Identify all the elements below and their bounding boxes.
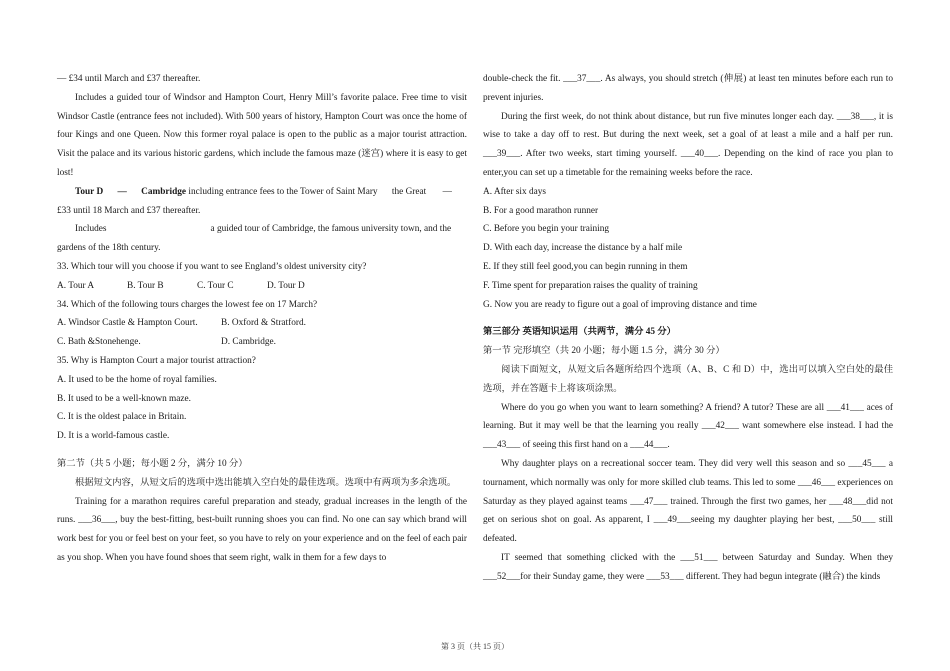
part-3-title: 第三部分 英语知识运用（共两节，满分 45 分） <box>483 327 676 338</box>
question-35: 35. Why is Hampton Court a major tourist attraction? <box>57 355 256 366</box>
tour-d-gardens: gardens of the 18th century. <box>57 243 161 254</box>
cloze-paragraph-2: Why daughter plays on a recreational soccer team. They did very well this season and so ___45___ a tournament, which normally was only for more skilled club teams. This led to some ___46___ experiences on Saturday as they played against teams ___47___ trained. Through the first two games, her ___48___did not get on serious shot on goal. As apparent, I ___49___seeing my daughter playing her best, ___50___ still defeated. <box>483 458 893 545</box>
option-g: G. Now you are ready to figure out a goal of improving distance and time <box>483 299 757 310</box>
question-35-option-c: C. It is the oldest palace in Britain. <box>57 412 187 423</box>
question-33: 33. Which tour will you choose if you want to see England’s oldest university city? <box>57 261 367 272</box>
section-2-title: 第二节（共 5 小题；每小题 2 分，满分 10 分） <box>57 458 248 469</box>
marathon-passage: Training for a marathon requires careful preparation and steady, gradual increases in the length of the runs. ___36___, buy the best-fitting, best-built running shoes you can find. No one can say which brand will work best for you or feel best on your feet, so you have to rely on your experience and on the feel of each pair as you shop. When you have found shoes that seem right, walk in them for a few days to <box>57 496 467 563</box>
section-1-instructions: 阅读下面短文，从短文后各题所给四个选项（A、B、C 和 D）中，选出可以填入空白处的最佳选项，并在答题卡上将该项涂黑。 <box>483 364 893 394</box>
option-e: E. If they still feel good,you can begin running in them <box>483 261 688 272</box>
cloze-paragraph-3: IT seemed that something clicked with the ___51___ between Saturday and Sunday. When they ___52___for their Sunday game, they were ___53___ different. They had begun integrate (融合) the kinds <box>483 552 893 582</box>
question-33-options: A. Tour A B. Tour B C. Tour C D. Tour D <box>57 280 305 291</box>
question-35-option-b: B. It used to be a well-known maze. <box>57 393 191 404</box>
left-column <box>57 70 467 568</box>
cloze-paragraph-1: Where do you go when you want to learn something? A friend? A tutor? These are all ___41___ aces of learning. But it may well be that the learning you really ___42___ want somewhere else instead. I had the ___43___ of seeing this first hand on a ___44___. <box>483 402 893 451</box>
page-number: 第 3 页（共 15 页） <box>441 642 509 651</box>
tour-d-includes: Includes a guided tour of Cambridge, the famous university town, and the <box>75 224 452 235</box>
option-d: D. With each day, increase the distance by a half mile <box>483 243 683 254</box>
option-b: B. For a good marathon runner <box>483 205 599 216</box>
passage-continued: double-check the fit. ___37___. As always, you should stretch (伸展) at least ten minutes before each run to prevent injuries. <box>483 74 893 103</box>
question-34-options-cd: C. Bath &Stonehenge. D. Cambridge. <box>57 337 276 348</box>
option-c: C. Before you begin your training <box>483 224 609 235</box>
passage-paragraph-2: During the first week, do not think about distance, but run five minutes longer each day. ___38___, it is wise to take a day off to rest. But during the next week, set a goal of at least a mile and a half per run. ___39___. After two weeks, start timing yourself. ___40___. Depending on the kind of race you plan to enter,you can set up a timetable for the remaining weeks before the race. <box>483 111 893 178</box>
question-35-option-a: A. It used to be the home of royal families. <box>57 374 217 385</box>
tour-d-heading: Tour D — Cambridge including entrance fees to the Tower of Saint Mary the Great — <box>75 186 452 197</box>
tour-c-price: — £34 until March and £37 thereafter. <box>57 74 201 84</box>
tour-c-description: Includes a guided tour of Windsor and Hampton Court, Henry Mill’s favorite palace. Free time to visit Windsor Castle (entrance fees not included). With 500 years of history, Hampton Court was once the home of four Kings and one Queen. Now this former royal palace is open to the public as a major tourist attraction. Visit the palace and its various historic gardens, which include the famous maze (迷宫) where it is easy to get lost! <box>57 92 467 178</box>
right-column <box>483 70 893 587</box>
section-1-title: 第一节 完形填空（共 20 小题；每小题 1.5 分，满分 30 分） <box>483 346 725 357</box>
section-2-instructions: 根据短文内容，从短文后的选项中选出能填入空白处的最佳选项。选项中有两项为多余选项。 <box>75 477 457 488</box>
tour-d-price: £33 until 18 March and £37 thereafter. <box>57 205 201 216</box>
option-a: A. After six days <box>483 186 547 197</box>
question-35-option-d: D. It is a world-famous castle. <box>57 431 170 442</box>
question-34: 34. Which of the following tours charges the lowest fee on 17 March? <box>57 299 318 310</box>
question-34-options-ab: A. Windsor Castle & Hampton Court. B. Oxford & Stratford. <box>57 318 306 329</box>
option-f: F. Time spent for preparation raises the quality of training <box>483 280 698 291</box>
